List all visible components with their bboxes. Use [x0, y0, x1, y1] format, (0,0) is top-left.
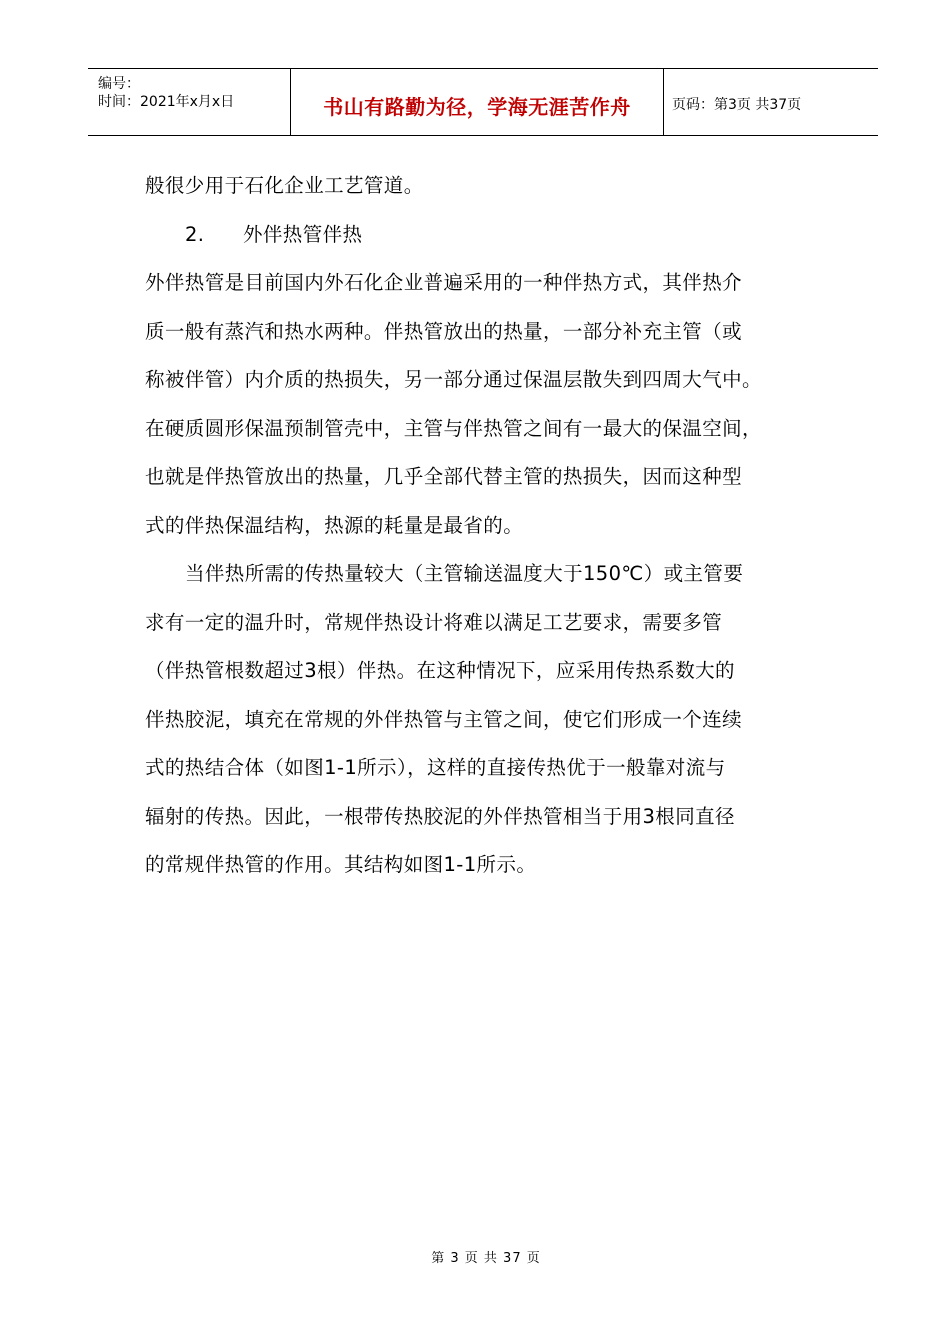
header-page-cell: [664, 69, 878, 135]
body-line: 式的热结合体（如图1-1所示），这样的直接传热优于一般靠对流与: [145, 756, 726, 779]
body-line: 般很少用于石化企业工艺管道。: [145, 174, 424, 197]
body-line: 称被伴管）内介质的热损失，另一部分通过保温层散失到四周大气中。: [145, 368, 762, 391]
body-line: 在硬质圆形保温预制管壳中，主管与伴热管之间有一最大的保温空间，: [145, 416, 762, 440]
body-line: 求有一定的温升时，常规伴热设计将难以满足工艺要求，需要多管: [145, 610, 723, 634]
body-line: 式的伴热保温结构，热源的耗量是最省的。: [145, 513, 524, 537]
body-line: 伴热胶泥，填充在常规的外伴热管与主管之间，使它们形成一个连续: [145, 707, 743, 731]
doc-time-label: 时间：2021年x月x日: [98, 94, 235, 110]
section-number: 2.: [185, 222, 205, 246]
body-line: 辐射的传热。因此，一根带传热胶泥的外伴热管相当于用3根同直径: [145, 804, 735, 828]
header-motto: 书山有路勤为径，学海无涯苦作舟: [323, 95, 631, 119]
section-heading: [145, 211, 835, 260]
body-line: （伴热管根数超过3根）伴热。在这种情况下，应采用传热系数大的: [145, 659, 735, 682]
page-footer: 第 3 页 共 37 页: [431, 1251, 541, 1266]
document-body: [145, 162, 835, 890]
body-line: 外伴热管是目前国内外石化企业普遍采用的一种伴热方式，其伴热介: [145, 271, 743, 294]
document-header: [88, 68, 878, 136]
header-info-cell: [88, 69, 290, 135]
body-line: 质一般有蒸汽和热水两种。伴热管放出的热量，一部分补充主管（或: [145, 319, 743, 343]
body-line: 也就是伴热管放出的热量，几乎全部代替主管的热损失，因而这种型: [145, 465, 743, 488]
header-motto-cell: [290, 69, 664, 135]
body-line: 当伴热所需的传热量较大（主管输送温度大于150℃）或主管要: [185, 562, 744, 585]
header-page-info: 页码：第3页 共37页: [672, 97, 802, 113]
section-title: 外伴热管伴热: [243, 222, 363, 246]
body-line: 的常规伴热管的作用。其结构如图1-1所示。: [145, 853, 537, 876]
doc-number-label: 编号：: [98, 76, 140, 92]
